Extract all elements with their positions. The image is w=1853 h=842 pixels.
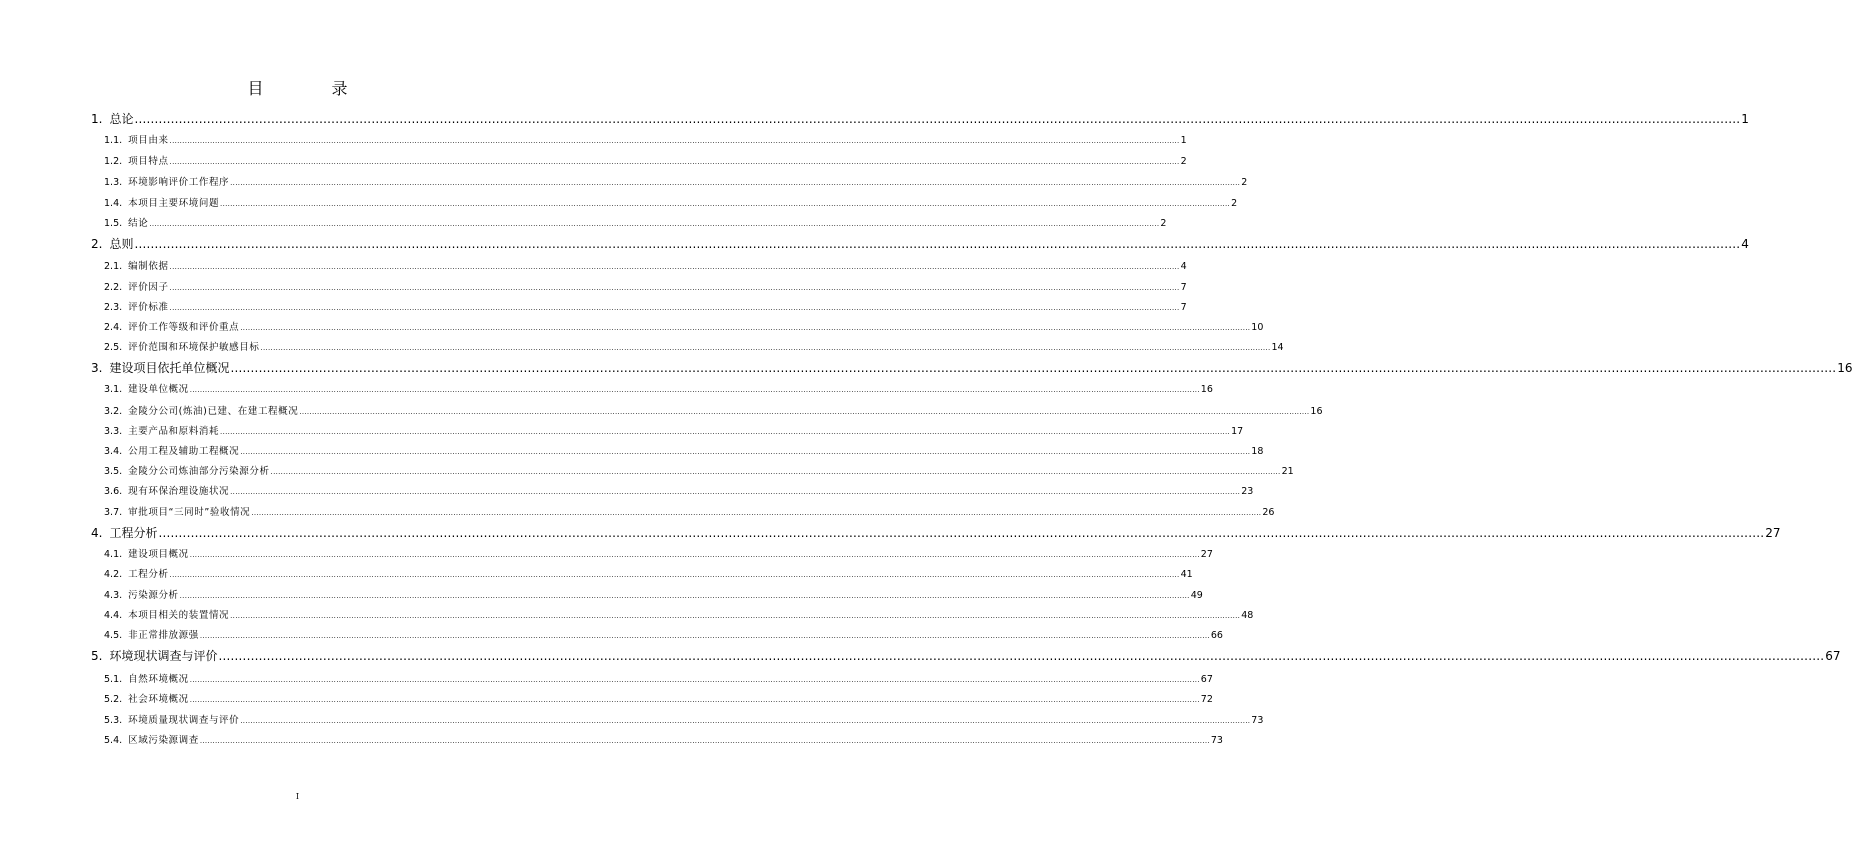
toc-page-number: 73 bbox=[1210, 735, 1223, 746]
toc-number: 4.2. bbox=[104, 569, 123, 580]
dot-leader: ................................................................................................................................................................................................................................................................................................................................................................................................................ bbox=[179, 592, 1190, 600]
dot-leader: ................................................................................................................................................................................................................................................................................................................................................................................................................ bbox=[299, 408, 1310, 416]
dot-leader: ................................................................................................................................................................................................................................................................................................................................................................................................................ bbox=[169, 284, 1180, 292]
toc-section[interactable] bbox=[104, 132, 1187, 146]
toc-number: 4. bbox=[91, 526, 103, 540]
toc-section[interactable] bbox=[104, 423, 1244, 437]
toc-title: 自然环境概况 bbox=[128, 674, 189, 685]
toc-page-number: 66 bbox=[1210, 630, 1223, 641]
toc-section[interactable] bbox=[104, 712, 1264, 726]
toc-title: 项目特点 bbox=[128, 156, 169, 167]
toc-title: 总则 bbox=[109, 237, 134, 251]
toc-number: 4.1. bbox=[104, 549, 123, 560]
toc-title: 审批项目“三同时”验收情况 bbox=[128, 507, 251, 518]
toc-title: 工程分析 bbox=[109, 526, 158, 540]
toc-page-number: 14 bbox=[1271, 342, 1284, 353]
toc-page-number: 7 bbox=[1180, 282, 1187, 293]
toc-number: 3.6. bbox=[104, 486, 123, 497]
toc-title: 现有环保治理设施状况 bbox=[128, 486, 230, 497]
toc-number: 1. bbox=[91, 112, 103, 126]
toc-number: 5.2. bbox=[104, 694, 123, 705]
toc-number: 5. bbox=[91, 649, 103, 663]
toc-number: 2.2. bbox=[104, 282, 123, 293]
toc-page-number: 41 bbox=[1180, 569, 1193, 580]
dot-leader: ................................................................................................................................................................................................................................................................................................................................................................................................................ bbox=[169, 158, 1180, 166]
toc-page-number: 16 bbox=[1837, 361, 1853, 375]
dot-leader: ................................................................................................................................................................................................................................................................................................................................................................................................................ bbox=[189, 551, 1200, 559]
toc-section[interactable] bbox=[104, 463, 1294, 477]
toc-chapter[interactable] bbox=[91, 110, 1749, 126]
toc-page-number: 67 bbox=[1200, 674, 1213, 685]
toc-title: 总论 bbox=[109, 112, 134, 126]
toc-section[interactable] bbox=[104, 587, 1203, 601]
toc-number: 5.4. bbox=[104, 735, 123, 746]
toc-title: 环境质量现状调查与评价 bbox=[128, 715, 240, 726]
dot-leader: ................................................................................................................................................................................................................................................................................................................................................................................................................ bbox=[149, 220, 1160, 228]
toc-chapter[interactable] bbox=[91, 524, 1781, 540]
toc-page-number: 7 bbox=[1180, 302, 1187, 313]
toc-title: 主要产品和原料消耗 bbox=[128, 426, 220, 437]
dot-leader: ................................................................................................................................................................................................................................................................................................................................................................................................................ bbox=[230, 179, 1241, 187]
toc-title: 编制依据 bbox=[128, 261, 169, 272]
toc-title: 污染源分析 bbox=[128, 590, 179, 601]
toc-page-number: 16 bbox=[1310, 406, 1323, 417]
toc-page-number: 26 bbox=[1262, 507, 1275, 518]
toc-number: 3.1. bbox=[104, 384, 123, 395]
toc-number: 3.5. bbox=[104, 466, 123, 477]
toc-title: 评价工作等级和评价重点 bbox=[128, 322, 240, 333]
toc-number: 5.1. bbox=[104, 674, 123, 685]
toc-number: 3.4. bbox=[104, 446, 123, 457]
toc-page-number: 2 bbox=[1231, 198, 1238, 209]
toc-page-number: 21 bbox=[1281, 466, 1294, 477]
toc-section[interactable] bbox=[104, 195, 1238, 209]
toc-title: 本项目相关的装置情况 bbox=[128, 610, 230, 621]
toc-section[interactable] bbox=[104, 504, 1275, 518]
toc-section[interactable] bbox=[104, 403, 1323, 417]
dot-leader: ................................................................................................................................................................................................................................................................................................................................................................................................................ bbox=[189, 676, 1200, 684]
dot-leader: ................................................................................................................................................................................................................................................................................................................................................................................................................ bbox=[230, 488, 1241, 496]
toc-section[interactable] bbox=[104, 174, 1248, 188]
dot-leader: ................................................................................................................................................................................................................................................................................................................................................................................................................ bbox=[218, 649, 1825, 663]
toc-chapter[interactable] bbox=[91, 359, 1853, 375]
toc-page-number: 2 bbox=[1160, 218, 1167, 229]
toc-number: 3.2. bbox=[104, 406, 123, 417]
toc-page-number: 23 bbox=[1241, 486, 1254, 497]
toc-title: 环境现状调查与评价 bbox=[109, 649, 218, 663]
toc-page-number: 27 bbox=[1765, 526, 1781, 540]
toc-page-number: 4 bbox=[1180, 261, 1187, 272]
toc-title: 区域污染源调查 bbox=[128, 735, 199, 746]
toc-page-number: 1 bbox=[1741, 112, 1749, 126]
toc-section[interactable] bbox=[104, 483, 1254, 497]
toc-title: 金陵分公司(炼油)已建、在建工程概况 bbox=[128, 406, 299, 417]
toc-number: 1.1. bbox=[104, 135, 123, 146]
toc-title: 建设单位概况 bbox=[128, 384, 189, 395]
toc-chapter[interactable] bbox=[91, 647, 1841, 663]
dot-leader: ................................................................................................................................................................................................................................................................................................................................................................................................................ bbox=[251, 509, 1262, 517]
dot-leader: ................................................................................................................................................................................................................................................................................................................................................................................................................ bbox=[169, 137, 1180, 145]
toc-section[interactable] bbox=[104, 566, 1193, 580]
toc-page-number: 72 bbox=[1200, 694, 1213, 705]
toc-title: 评价标准 bbox=[128, 302, 169, 313]
toc-title: 项目由来 bbox=[128, 135, 169, 146]
dot-leader: ................................................................................................................................................................................................................................................................................................................................................................................................................ bbox=[189, 696, 1200, 704]
dot-leader: ................................................................................................................................................................................................................................................................................................................................................................................................................ bbox=[199, 737, 1210, 745]
toc-number: 2.5. bbox=[104, 342, 123, 353]
toc-page-number: 48 bbox=[1241, 610, 1254, 621]
dot-leader: ................................................................................................................................................................................................................................................................................................................................................................................................................ bbox=[270, 468, 1281, 476]
toc-title: 社会环境概况 bbox=[128, 694, 189, 705]
dot-leader: ................................................................................................................................................................................................................................................................................................................................................................................................................ bbox=[220, 428, 1231, 436]
toc-page-number: 18 bbox=[1251, 446, 1264, 457]
toc-section[interactable] bbox=[104, 381, 1213, 395]
toc-section[interactable] bbox=[104, 279, 1187, 293]
toc-number: 2.1. bbox=[104, 261, 123, 272]
dot-leader: ................................................................................................................................................................................................................................................................................................................................................................................................................ bbox=[169, 571, 1180, 579]
toc-number: 3. bbox=[91, 361, 103, 375]
toc-page-number: 67 bbox=[1825, 649, 1841, 663]
toc-section[interactable] bbox=[104, 627, 1223, 641]
toc-section[interactable] bbox=[104, 607, 1254, 621]
toc-section[interactable] bbox=[104, 215, 1167, 229]
toc-title: 建设项目概况 bbox=[128, 549, 189, 560]
toc-page-number: 49 bbox=[1190, 590, 1203, 601]
toc-section[interactable] bbox=[104, 732, 1223, 746]
toc-section[interactable] bbox=[104, 546, 1213, 560]
dot-leader: ................................................................................................................................................................................................................................................................................................................................................................................................................ bbox=[240, 324, 1251, 332]
toc-number: 5.3. bbox=[104, 715, 123, 726]
toc-section[interactable] bbox=[104, 691, 1213, 705]
toc-section[interactable] bbox=[104, 671, 1213, 685]
dot-leader: ................................................................................................................................................................................................................................................................................................................................................................................................................ bbox=[230, 361, 1837, 375]
toc-page-number: 73 bbox=[1251, 715, 1264, 726]
toc-title: 环境影响评价工作程序 bbox=[128, 177, 230, 188]
toc-page-number: 27 bbox=[1200, 549, 1213, 560]
toc-number: 4.3. bbox=[104, 590, 123, 601]
toc-page-number: 17 bbox=[1231, 426, 1244, 437]
dot-leader: ................................................................................................................................................................................................................................................................................................................................................................................................................ bbox=[134, 112, 1741, 126]
toc-page-number: 10 bbox=[1251, 322, 1264, 333]
toc-title: 建设项目依托单位概况 bbox=[109, 361, 230, 375]
dot-leader: ................................................................................................................................................................................................................................................................................................................................................................................................................ bbox=[169, 263, 1180, 271]
toc-title: 评价范围和环境保护敏感目标 bbox=[128, 342, 260, 353]
page-title: 目 录 bbox=[247, 79, 374, 98]
toc-number: 4.4. bbox=[104, 610, 123, 621]
toc-title: 公用工程及辅助工程概况 bbox=[128, 446, 240, 457]
toc-title: 本项目主要环境问题 bbox=[128, 198, 220, 209]
toc-section[interactable] bbox=[104, 299, 1187, 313]
dot-leader: ................................................................................................................................................................................................................................................................................................................................................................................................................ bbox=[240, 448, 1251, 456]
toc-section[interactable] bbox=[104, 153, 1187, 167]
toc-title: 非正常排放源强 bbox=[128, 630, 199, 641]
toc-number: 2.4. bbox=[104, 322, 123, 333]
dot-leader: ................................................................................................................................................................................................................................................................................................................................................................................................................ bbox=[134, 237, 1741, 251]
dot-leader: ................................................................................................................................................................................................................................................................................................................................................................................................................ bbox=[260, 344, 1271, 352]
toc-page-number: 4 bbox=[1741, 237, 1749, 251]
toc-number: 2. bbox=[91, 237, 103, 251]
toc-page-number: 1 bbox=[1180, 135, 1187, 146]
toc-page-number: 16 bbox=[1200, 384, 1213, 395]
toc-section[interactable] bbox=[104, 319, 1264, 333]
toc-number: 3.3. bbox=[104, 426, 123, 437]
dot-leader: ................................................................................................................................................................................................................................................................................................................................................................................................................ bbox=[230, 612, 1241, 620]
toc-title: 评价因子 bbox=[128, 282, 169, 293]
toc-page-number: 2 bbox=[1241, 177, 1248, 188]
toc-title: 工程分析 bbox=[128, 569, 169, 580]
toc-title: 结论 bbox=[128, 218, 149, 229]
toc-number: 1.5. bbox=[104, 218, 123, 229]
dot-leader: ................................................................................................................................................................................................................................................................................................................................................................................................................ bbox=[199, 632, 1210, 640]
dot-leader: ................................................................................................................................................................................................................................................................................................................................................................................................................ bbox=[220, 200, 1231, 208]
toc-number: 4.5. bbox=[104, 630, 123, 641]
toc-chapter[interactable] bbox=[91, 235, 1749, 251]
dot-leader: ................................................................................................................................................................................................................................................................................................................................................................................................................ bbox=[169, 304, 1180, 312]
toc-number: 1.2. bbox=[104, 156, 123, 167]
toc-number: 1.3. bbox=[104, 177, 123, 188]
toc-number: 2.3. bbox=[104, 302, 123, 313]
toc-number: 3.7. bbox=[104, 507, 123, 518]
toc-page-number: 2 bbox=[1180, 156, 1187, 167]
toc-section[interactable] bbox=[104, 258, 1187, 272]
toc-section[interactable] bbox=[104, 339, 1284, 353]
dot-leader: ................................................................................................................................................................................................................................................................................................................................................................................................................ bbox=[189, 386, 1200, 394]
dot-leader: ................................................................................................................................................................................................................................................................................................................................................................................................................ bbox=[158, 526, 1765, 540]
dot-leader: ................................................................................................................................................................................................................................................................................................................................................................................................................ bbox=[240, 717, 1251, 725]
toc-title: 金陵分公司炼油部分污染源分析 bbox=[128, 466, 270, 477]
toc-number: 1.4. bbox=[104, 198, 123, 209]
toc-section[interactable] bbox=[104, 443, 1264, 457]
page-number: I bbox=[295, 792, 300, 801]
